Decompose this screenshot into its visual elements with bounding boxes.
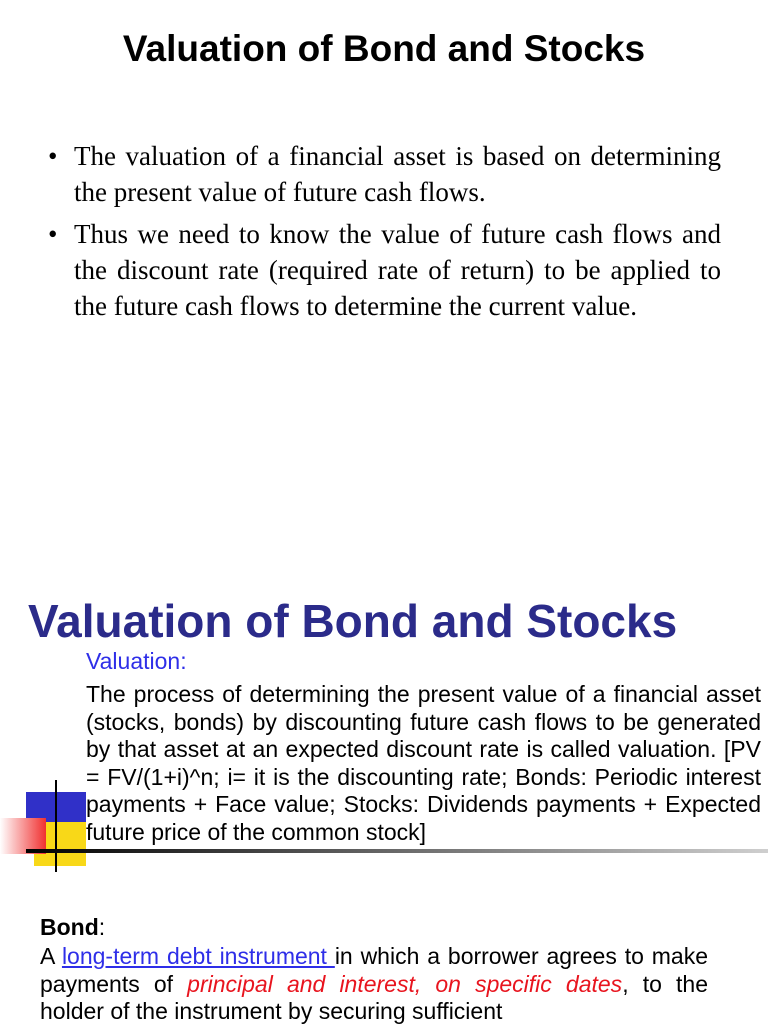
bond-heading [40, 914, 105, 941]
bond-colon: : [98, 914, 106, 940]
bullet-text: Thus we need to know the value of future cash flows and the discount rate (required rate of return) to be applied to the future cash flows to determine the current value. [74, 219, 721, 321]
bullet-item [48, 216, 721, 324]
valuation-definition: The process of determining the present value of a financial asset (stocks, bonds) by discounting future cash flows to be generated by that asset at an expected discount rate is called valuation. [PV = FV/(1+i)^n; i= it is the discounting rate; Bonds: Periodic interest payments + Face value; Stocks: Dividends payments + Expected future price of the common stock] [86, 681, 761, 845]
bond-definition [40, 943, 708, 1026]
bond-prefix: A [40, 943, 62, 969]
slide-2-title: Valuation of Bond and Stocks [28, 595, 678, 647]
valuation-subtitle: Valuation: [86, 648, 187, 674]
bond-mid-text: in which a borrower agrees to make payments of [40, 943, 708, 997]
long-term-debt-link[interactable]: long-term debt instrument [61, 943, 335, 969]
slide-2 [0, 530, 768, 1024]
deco-vertical-line [55, 780, 57, 872]
bullet-icon: • [48, 219, 58, 249]
bullet-icon: • [48, 141, 58, 171]
deco-horizontal-line [26, 849, 768, 853]
slide-1-bullet-list [48, 138, 721, 330]
bond-label: Bond [40, 914, 99, 940]
bullet-text: The valuation of a financial asset is based on determining the present value of future cash flows. [74, 141, 721, 207]
bond-emphasis: principal and interest, on specific dates [187, 970, 623, 997]
slide-1-title: Valuation of Bond and Stocks [122, 28, 646, 69]
bullet-item [48, 138, 721, 210]
bond-rest-text: , to the holder of the instrument by securing sufficient [40, 970, 708, 1024]
